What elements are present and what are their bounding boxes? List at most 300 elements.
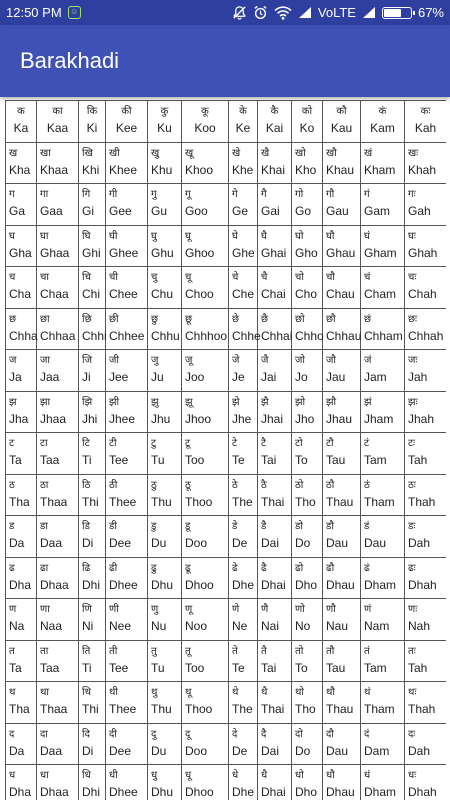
syllable-cell[interactable] — [182, 640, 229, 682]
syllable-cell[interactable] — [79, 101, 106, 143]
syllable-cell[interactable] — [361, 599, 405, 641]
transliteration: Dhoo — [185, 577, 214, 592]
transliteration: Jhoo — [185, 411, 212, 426]
syllable-cell[interactable] — [323, 765, 361, 800]
syllable-cell[interactable] — [292, 308, 323, 350]
syllable-cell[interactable] — [106, 267, 148, 309]
table-row — [6, 350, 447, 392]
transliteration: Thah — [408, 494, 436, 509]
syllable-cell[interactable] — [182, 101, 229, 143]
syllable-cell[interactable] — [6, 433, 37, 475]
syllable-cell[interactable] — [229, 557, 258, 599]
syllable-cell[interactable] — [258, 142, 292, 184]
syllable-cell[interactable] — [148, 101, 182, 143]
syllable-cell[interactable] — [37, 350, 79, 392]
syllable-cell[interactable] — [6, 225, 37, 267]
syllable-cell[interactable] — [182, 267, 229, 309]
transliteration: Jhe — [232, 411, 252, 426]
syllable-cell[interactable] — [6, 308, 37, 350]
syllable-cell[interactable] — [79, 433, 106, 475]
syllable-cell[interactable] — [37, 184, 79, 226]
syllable-cell[interactable] — [148, 723, 182, 765]
syllable-cell[interactable] — [323, 308, 361, 350]
devanagari-syllable: धः — [408, 770, 417, 781]
syllable-cell[interactable] — [182, 391, 229, 433]
syllable-cell[interactable] — [148, 350, 182, 392]
syllable-cell[interactable] — [148, 516, 182, 558]
syllable-cell[interactable] — [361, 225, 405, 267]
syllable-cell[interactable] — [148, 308, 182, 350]
devanagari-syllable: णु — [151, 604, 159, 615]
transliteration: Te — [232, 453, 245, 467]
syllable-cell[interactable] — [79, 723, 106, 765]
syllable-cell[interactable] — [148, 225, 182, 267]
syllable-cell[interactable] — [405, 225, 447, 267]
devanagari-syllable: तौ — [326, 645, 335, 657]
transliteration: Thu — [151, 702, 172, 716]
syllable-cell[interactable] — [37, 516, 79, 558]
transliteration: Ti — [82, 453, 92, 467]
syllable-cell[interactable] — [258, 474, 292, 516]
syllable-cell[interactable] — [148, 184, 182, 226]
transliteration: Du — [151, 743, 167, 758]
transliteration: Dah — [408, 743, 431, 758]
syllable-cell[interactable] — [292, 391, 323, 433]
syllable-cell[interactable] — [229, 350, 258, 392]
table-row — [6, 433, 447, 475]
syllable-cell[interactable] — [258, 516, 292, 558]
syllable-cell[interactable] — [106, 599, 148, 641]
devanagari-syllable: ग — [9, 189, 15, 200]
syllable-cell[interactable] — [229, 765, 258, 800]
transliteration: Ka — [13, 121, 29, 135]
syllable-cell[interactable] — [292, 682, 323, 724]
syllable-cell[interactable] — [182, 308, 229, 350]
syllable-cell[interactable] — [148, 599, 182, 641]
syllable-cell[interactable] — [323, 184, 361, 226]
devanagari-syllable: जा — [40, 355, 51, 366]
syllable-cell[interactable] — [79, 225, 106, 267]
syllable-cell[interactable] — [148, 267, 182, 309]
table-row — [6, 101, 447, 143]
syllable-cell[interactable] — [405, 640, 447, 682]
syllable-cell[interactable] — [292, 142, 323, 184]
syllable-cell[interactable] — [182, 350, 229, 392]
syllable-cell[interactable] — [106, 765, 148, 800]
syllable-cell[interactable] — [405, 267, 447, 309]
syllable-cell[interactable] — [37, 267, 79, 309]
syllable-cell[interactable] — [79, 308, 106, 350]
syllable-cell[interactable] — [6, 599, 37, 641]
syllable-cell[interactable] — [292, 474, 323, 516]
syllable-cell[interactable] — [258, 267, 292, 309]
transliteration: Chhai — [261, 328, 293, 343]
transliteration: Kha — [9, 162, 31, 177]
syllable-cell[interactable] — [79, 142, 106, 184]
syllable-cell[interactable] — [79, 765, 106, 800]
syllable-cell[interactable] — [361, 308, 405, 350]
syllable-cell[interactable] — [182, 225, 229, 267]
transliteration: Gee — [109, 204, 132, 218]
syllable-cell[interactable] — [106, 142, 148, 184]
syllable-cell[interactable] — [6, 640, 37, 682]
syllable-cell[interactable] — [258, 723, 292, 765]
devanagari-syllable: ढ — [9, 562, 15, 574]
transliteration: Too — [185, 453, 205, 467]
transliteration: Chee — [109, 287, 138, 301]
syllable-cell[interactable] — [323, 101, 361, 143]
syllable-cell[interactable] — [106, 308, 148, 350]
syllable-cell[interactable] — [6, 516, 37, 558]
syllable-cell[interactable] — [37, 225, 79, 267]
app-notification-icon: ☺ — [68, 5, 81, 21]
syllable-cell[interactable] — [148, 433, 182, 475]
transliteration: Koo — [194, 121, 216, 135]
transliteration: Kham — [364, 162, 396, 177]
syllable-cell[interactable] — [148, 391, 182, 433]
devanagari-syllable: ढो — [295, 562, 304, 574]
syllable-cell[interactable] — [405, 765, 447, 800]
syllable-cell[interactable] — [79, 267, 106, 309]
transliteration: Thau — [326, 494, 354, 509]
syllable-cell[interactable] — [182, 599, 229, 641]
devanagari-syllable: धि — [82, 770, 91, 781]
syllable-cell[interactable] — [361, 474, 405, 516]
transliteration: Da — [9, 536, 25, 550]
devanagari-syllable: डो — [295, 521, 303, 532]
devanagari-syllable: तः — [408, 645, 416, 657]
syllable-cell[interactable] — [37, 101, 79, 143]
syllable-cell[interactable] — [323, 640, 361, 682]
syllable-cell[interactable] — [292, 184, 323, 226]
syllable-cell[interactable] — [79, 391, 106, 433]
syllable-cell[interactable] — [106, 184, 148, 226]
transliteration: Tah — [408, 453, 428, 467]
devanagari-syllable: छौ — [326, 313, 336, 325]
syllable-cell[interactable] — [292, 557, 323, 599]
table-row — [6, 765, 447, 800]
devanagari-syllable: थु — [151, 687, 158, 698]
devanagari-syllable: डै — [261, 521, 267, 532]
syllable-cell[interactable] — [106, 391, 148, 433]
transliteration: Joo — [185, 370, 205, 384]
transliteration: Gau — [326, 204, 349, 218]
syllable-cell[interactable] — [6, 391, 37, 433]
devanagari-syllable: कः — [420, 106, 431, 117]
syllable-cell[interactable] — [79, 557, 106, 599]
syllable-cell[interactable] — [361, 433, 405, 475]
devanagari-syllable: झं — [364, 396, 372, 408]
syllable-cell[interactable] — [229, 267, 258, 309]
syllable-cell[interactable] — [323, 723, 361, 765]
transliteration: Tah — [408, 660, 428, 675]
syllable-cell[interactable] — [6, 142, 37, 184]
syllable-cell[interactable] — [79, 474, 106, 516]
devanagari-syllable: दो — [295, 728, 303, 740]
devanagari-syllable: घि — [82, 230, 91, 242]
table-row — [6, 267, 447, 309]
syllable-cell[interactable] — [405, 516, 447, 558]
syllable-cell[interactable] — [106, 682, 148, 724]
devanagari-syllable: टौ — [326, 438, 334, 449]
syllable-cell[interactable] — [361, 101, 405, 143]
transliteration: Jai — [261, 370, 277, 384]
syllable-cell[interactable] — [229, 225, 258, 267]
syllable-cell[interactable] — [361, 516, 405, 558]
devanagari-syllable: थं — [364, 687, 371, 698]
syllable-cell[interactable] — [148, 682, 182, 724]
syllable-cell[interactable] — [182, 474, 229, 516]
syllable-cell[interactable] — [292, 723, 323, 765]
transliteration: Taa — [40, 660, 60, 675]
syllable-cell[interactable] — [229, 308, 261, 350]
devanagari-syllable: घ — [9, 230, 15, 242]
devanagari-syllable: जु — [151, 355, 159, 366]
syllable-cell[interactable] — [258, 184, 292, 226]
syllable-cell[interactable] — [361, 557, 405, 599]
syllable-cell[interactable] — [37, 765, 79, 800]
syllable-cell[interactable] — [79, 640, 106, 682]
app-title: Barakhadi — [20, 48, 120, 73]
devanagari-syllable: खः — [408, 147, 419, 159]
syllable-cell[interactable] — [405, 474, 447, 516]
syllable-cell[interactable] — [323, 599, 361, 641]
syllable-cell[interactable] — [229, 101, 258, 143]
table-row — [6, 308, 447, 350]
syllable-cell[interactable] — [361, 142, 405, 184]
syllable-cell[interactable] — [37, 723, 79, 765]
syllable-cell[interactable] — [229, 391, 258, 433]
syllable-cell[interactable] — [79, 184, 106, 226]
syllable-cell[interactable] — [148, 557, 182, 599]
syllable-cell[interactable] — [292, 267, 323, 309]
syllable-cell[interactable] — [229, 474, 258, 516]
syllable-cell[interactable] — [106, 350, 148, 392]
syllable-cell[interactable] — [37, 557, 79, 599]
syllable-cell[interactable] — [258, 557, 292, 599]
syllable-cell[interactable] — [6, 474, 37, 516]
syllable-cell[interactable] — [106, 101, 148, 143]
syllable-cell[interactable] — [79, 350, 106, 392]
syllable-cell[interactable] — [37, 308, 79, 350]
transliteration: Naa — [40, 619, 63, 633]
syllable-cell[interactable] — [361, 723, 405, 765]
syllable-cell[interactable] — [258, 101, 292, 143]
syllable-cell[interactable] — [323, 350, 361, 392]
syllable-cell[interactable] — [182, 557, 229, 599]
devanagari-syllable: झि — [82, 396, 93, 408]
devanagari-syllable: गा — [40, 189, 49, 200]
syllable-cell[interactable] — [405, 723, 447, 765]
syllable-cell[interactable] — [106, 474, 148, 516]
syllable-cell[interactable] — [405, 433, 447, 475]
syllable-cell[interactable] — [79, 682, 106, 724]
syllable-cell[interactable] — [361, 184, 405, 226]
syllable-cell[interactable] — [258, 350, 292, 392]
syllable-cell[interactable] — [6, 682, 37, 724]
transliteration: Jhee — [109, 411, 136, 426]
syllable-cell[interactable] — [6, 723, 37, 765]
syllable-cell[interactable] — [6, 101, 37, 143]
devanagari-syllable: ती — [109, 645, 118, 657]
devanagari-syllable: टू — [185, 438, 191, 449]
devanagari-syllable: टु — [151, 438, 157, 449]
syllable-cell[interactable] — [361, 640, 405, 682]
syllable-cell[interactable] — [37, 599, 79, 641]
syllable-cell[interactable] — [361, 765, 405, 800]
syllable-cell[interactable] — [258, 599, 292, 641]
syllable-cell[interactable] — [106, 516, 148, 558]
syllable-cell[interactable] — [229, 723, 258, 765]
transliteration: Ghau — [326, 245, 356, 260]
battery-level — [384, 9, 401, 17]
devanagari-syllable: घः — [408, 230, 416, 242]
syllable-cell[interactable] — [37, 391, 79, 433]
syllable-cell[interactable] — [229, 142, 258, 184]
barakhadi-grid[interactable] — [5, 100, 446, 800]
devanagari-syllable: णै — [261, 604, 269, 615]
syllable-cell[interactable] — [292, 516, 323, 558]
transliteration: Dhoo — [185, 785, 214, 799]
syllable-cell[interactable] — [106, 225, 148, 267]
syllable-cell[interactable] — [182, 516, 229, 558]
syllable-cell[interactable] — [361, 350, 405, 392]
devanagari-syllable: डा — [40, 521, 48, 532]
syllable-cell[interactable] — [182, 184, 229, 226]
table-row — [6, 225, 447, 267]
syllable-cell[interactable] — [292, 640, 323, 682]
syllable-cell[interactable] — [361, 682, 405, 724]
transliteration: Ghah — [408, 245, 438, 260]
syllable-cell[interactable] — [37, 474, 79, 516]
syllable-cell[interactable] — [148, 474, 182, 516]
devanagari-syllable: ढं — [364, 562, 370, 574]
syllable-cell[interactable] — [361, 391, 405, 433]
syllable-cell[interactable] — [258, 765, 292, 800]
syllable-cell[interactable] — [323, 474, 361, 516]
syllable-cell[interactable] — [292, 225, 323, 267]
syllable-cell[interactable] — [405, 682, 447, 724]
syllable-cell[interactable] — [37, 142, 79, 184]
syllable-cell[interactable] — [79, 516, 106, 558]
transliteration: Gaa — [40, 204, 63, 218]
syllable-cell[interactable] — [405, 142, 447, 184]
syllable-cell[interactable] — [323, 682, 361, 724]
devanagari-syllable: धू — [185, 770, 192, 781]
transliteration: Da — [9, 743, 25, 758]
syllable-cell[interactable] — [37, 433, 79, 475]
table-row — [6, 599, 447, 641]
syllable-cell[interactable] — [106, 640, 148, 682]
syllable-cell[interactable] — [229, 184, 258, 226]
devanagari-syllable: खू — [185, 147, 194, 159]
transliteration: Ghoo — [185, 245, 215, 260]
syllable-cell[interactable] — [405, 391, 447, 433]
syllable-cell[interactable] — [405, 184, 447, 226]
syllable-cell[interactable] — [292, 765, 323, 800]
syllable-cell[interactable] — [258, 682, 292, 724]
syllable-cell[interactable] — [79, 599, 106, 641]
syllable-cell[interactable] — [106, 433, 148, 475]
syllable-cell[interactable] — [292, 101, 323, 143]
table-row — [6, 640, 447, 682]
syllable-cell[interactable] — [106, 723, 148, 765]
syllable-cell[interactable] — [258, 308, 292, 350]
syllable-cell[interactable] — [6, 184, 37, 226]
syllable-cell[interactable] — [323, 267, 361, 309]
syllable-cell[interactable] — [106, 557, 148, 599]
syllable-cell[interactable] — [405, 101, 447, 143]
syllable-cell[interactable] — [6, 267, 37, 309]
syllable-cell[interactable] — [405, 599, 447, 641]
syllable-cell[interactable] — [323, 516, 361, 558]
syllable-cell[interactable] — [323, 142, 361, 184]
syllable-cell[interactable] — [6, 350, 37, 392]
devanagari-syllable: छि — [82, 313, 92, 325]
syllable-cell[interactable] — [229, 682, 258, 724]
syllable-cell[interactable] — [258, 391, 292, 433]
syllable-cell[interactable] — [361, 267, 405, 309]
syllable-cell[interactable] — [148, 765, 182, 800]
syllable-cell[interactable] — [405, 308, 447, 350]
syllable-cell[interactable] — [323, 225, 361, 267]
transliteration: Nu — [151, 619, 167, 633]
syllable-cell[interactable] — [182, 723, 229, 765]
syllable-cell[interactable] — [292, 350, 323, 392]
transliteration: Dai — [261, 536, 280, 550]
syllable-cell[interactable] — [148, 640, 182, 682]
syllable-cell[interactable] — [292, 433, 323, 475]
devanagari-syllable: गु — [151, 189, 157, 200]
syllable-cell[interactable] — [229, 599, 258, 641]
devanagari-syllable: ठे — [232, 479, 238, 491]
devanagari-syllable: ठि — [82, 479, 91, 491]
syllable-cell[interactable] — [258, 225, 292, 267]
syllable-cell[interactable] — [258, 640, 292, 682]
syllable-cell[interactable] — [37, 640, 79, 682]
syllable-cell[interactable] — [6, 765, 37, 800]
syllable-cell[interactable] — [37, 682, 79, 724]
syllable-cell[interactable] — [405, 557, 447, 599]
syllable-cell[interactable] — [182, 142, 229, 184]
devanagari-syllable: ट — [9, 438, 15, 449]
syllable-cell[interactable] — [229, 640, 258, 682]
transliteration: Dee — [109, 536, 132, 550]
syllable-cell[interactable] — [182, 682, 229, 724]
devanagari-syllable: घू — [185, 230, 191, 242]
transliteration: Chhu — [151, 328, 180, 343]
syllable-cell[interactable] — [229, 433, 258, 475]
syllable-cell[interactable] — [323, 391, 361, 433]
syllable-cell[interactable] — [323, 557, 361, 599]
syllable-cell[interactable] — [182, 765, 229, 800]
syllable-cell[interactable] — [229, 516, 258, 558]
syllable-cell[interactable] — [258, 433, 292, 475]
transliteration: Tham — [364, 494, 395, 509]
devanagari-syllable: ढी — [109, 562, 118, 574]
transliteration: Khe — [232, 162, 254, 177]
syllable-cell[interactable] — [292, 599, 323, 641]
syllable-cell[interactable] — [6, 557, 37, 599]
syllable-cell[interactable] — [148, 142, 182, 184]
transliteration: Ti — [82, 660, 92, 675]
syllable-cell[interactable] — [323, 433, 361, 475]
devanagari-syllable: घी — [109, 230, 118, 242]
transliteration: Jho — [295, 411, 315, 426]
syllable-cell[interactable] — [182, 433, 229, 475]
syllable-cell[interactable] — [405, 350, 447, 392]
transliteration: Tu — [151, 660, 165, 675]
